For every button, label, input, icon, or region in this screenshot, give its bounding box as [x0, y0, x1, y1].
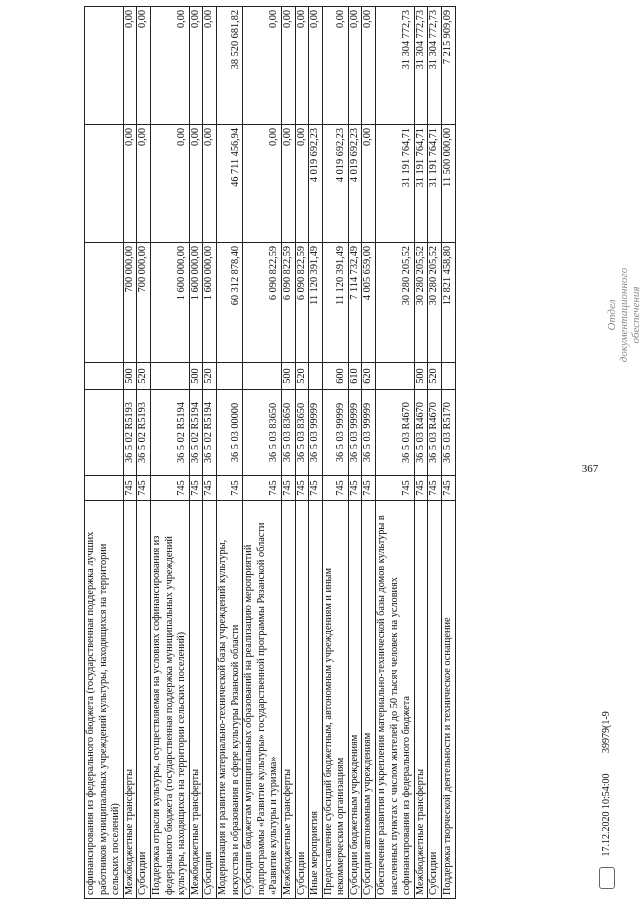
- row-target-article: 36 5 02 R5194: [150, 390, 189, 476]
- row-amount-2021: [85, 243, 124, 363]
- row-amount-2021: 11 120 391,49: [309, 243, 323, 363]
- row-amount-2021: 30 280 205,52: [428, 243, 442, 363]
- row-amount-2023: 0,00: [189, 7, 203, 125]
- row-name: софинансирования из федерального бюджета (государственная поддержка лучших работников муниципальных учреждений культуры, находящихся на территории сельских поселений): [85, 501, 124, 899]
- table-row: [348, 7, 362, 899]
- row-target-article: [85, 390, 124, 476]
- table-row: [362, 7, 376, 899]
- row-code: 745: [243, 476, 282, 501]
- row-name: Межбюджетные трансферты: [281, 501, 295, 899]
- row-code: 745: [150, 476, 189, 501]
- row-expense-type: 500: [123, 363, 137, 390]
- row-amount-2021: 11 120 391,49: [322, 243, 348, 363]
- row-amount-2021: 700 000,00: [137, 243, 151, 363]
- row-expense-type: [243, 363, 282, 390]
- row-expense-type: [85, 363, 124, 390]
- row-target-article: 36 5 03 R4670: [376, 390, 415, 476]
- row-name: Субсидии бюджетным учреждениям: [348, 501, 362, 899]
- row-name: Поддержка творческой деятельности и техническое оснащение: [442, 501, 456, 899]
- table-row: [281, 7, 295, 899]
- row-name: Модернизация и развитие материально-технической базы учреждений культуры, искусства и образования в сфере культуры Рязанской области: [216, 501, 242, 899]
- row-code: 745: [123, 476, 137, 501]
- table-row: [322, 7, 348, 899]
- row-amount-2022: 46 711 456,94: [216, 125, 242, 243]
- row-code: 745: [189, 476, 203, 501]
- row-amount-2022: 0,00: [295, 125, 309, 243]
- row-target-article: 36 5 02 R5193: [137, 390, 151, 476]
- row-target-article: 36 5 03 83650: [295, 390, 309, 476]
- department-stamp: [606, 260, 642, 370]
- row-expense-type: [150, 363, 189, 390]
- table-row: [428, 7, 442, 899]
- row-amount-2023: 0,00: [123, 7, 137, 125]
- table-row: [203, 7, 217, 899]
- row-amount-2021: 30 280 205,52: [376, 243, 415, 363]
- row-amount-2023: 0,00: [295, 7, 309, 125]
- row-amount-2023: 7 215 909,09: [442, 7, 456, 125]
- row-amount-2023: 0,00: [203, 7, 217, 125]
- table-row: [442, 7, 456, 899]
- row-target-article: 36 5 03 R4670: [428, 390, 442, 476]
- row-name: Субсидии: [137, 501, 151, 899]
- row-amount-2023: 0,00: [309, 7, 323, 125]
- table-row: [414, 7, 428, 899]
- row-amount-2023: 0,00: [362, 7, 376, 125]
- row-amount-2021: 6 090 822,59: [281, 243, 295, 363]
- row-amount-2023: 0,00: [348, 7, 362, 125]
- row-name: Межбюджетные трансферты: [414, 501, 428, 899]
- row-amount-2022: 0,00: [150, 125, 189, 243]
- footer-date: 17.12.2020 10:54:00: [601, 773, 613, 857]
- row-amount-2023: [85, 7, 124, 125]
- row-amount-2023: 0,00: [322, 7, 348, 125]
- row-amount-2022: 0,00: [281, 125, 295, 243]
- row-amount-2022: 31 191 764,71: [428, 125, 442, 243]
- row-expense-type: 500: [414, 363, 428, 390]
- row-amount-2021: 1 600 000,00: [189, 243, 203, 363]
- row-name: Субсидии автономным учреждениям: [362, 501, 376, 899]
- table-row: [189, 7, 203, 899]
- row-amount-2022: 4 019 692,23: [348, 125, 362, 243]
- row-amount-2022: 0,00: [123, 125, 137, 243]
- row-amount-2022: 4 019 692,23: [322, 125, 348, 243]
- row-code: 745: [376, 476, 415, 501]
- row-amount-2022: 31 191 764,71: [376, 125, 415, 243]
- row-amount-2021: 1 600 000,00: [203, 243, 217, 363]
- row-amount-2022: 11 500 000,00: [442, 125, 456, 243]
- row-code: 745: [348, 476, 362, 501]
- row-name: Субсидии: [428, 501, 442, 899]
- row-amount-2022: [85, 125, 124, 243]
- row-expense-type: [309, 363, 323, 390]
- row-expense-type: 600: [322, 363, 348, 390]
- row-expense-type: 500: [189, 363, 203, 390]
- row-target-article: 36 5 03 R5170: [442, 390, 456, 476]
- row-code: 745: [322, 476, 348, 501]
- table-row: [137, 7, 151, 899]
- row-target-article: 36 5 03 99999: [362, 390, 376, 476]
- table-row: [123, 7, 137, 899]
- table-row: [309, 7, 323, 899]
- row-amount-2021: 60 312 878,40: [216, 243, 242, 363]
- row-code: 745: [295, 476, 309, 501]
- row-name: Межбюджетные трансферты: [123, 501, 137, 899]
- row-name: Поддержка отрасли культуры, осуществляемая на условиях софинансирования из федерального бюджета (государственная поддержка муниципальных учреждений культуры, находящихся на территории сельских поселений): [150, 501, 189, 899]
- row-amount-2021: 6 090 822,59: [295, 243, 309, 363]
- row-expense-type: [216, 363, 242, 390]
- row-expense-type: 520: [295, 363, 309, 390]
- row-amount-2023: 31 304 772,73: [414, 7, 428, 125]
- row-expense-type: 610: [348, 363, 362, 390]
- footer-doc-id: 39979(1-9: [601, 711, 613, 753]
- row-target-article: 36 5 02 R5194: [203, 390, 217, 476]
- row-amount-2023: 0,00: [150, 7, 189, 125]
- row-target-article: 36 5 03 00000: [216, 390, 242, 476]
- table-row: [295, 7, 309, 899]
- page-number: 367: [581, 462, 599, 475]
- document-logo-icon: [599, 867, 615, 889]
- footer: [599, 693, 615, 889]
- row-code: 745: [309, 476, 323, 501]
- row-code: 745: [216, 476, 242, 501]
- table-row: [376, 7, 415, 899]
- stamp-line-2: обеспечения: [630, 286, 642, 344]
- row-amount-2023: 0,00: [243, 7, 282, 125]
- row-target-article: 36 5 03 99999: [348, 390, 362, 476]
- table-row: [216, 7, 242, 899]
- row-expense-type: 620: [362, 363, 376, 390]
- row-amount-2022: 0,00: [189, 125, 203, 243]
- row-amount-2023: 0,00: [137, 7, 151, 125]
- row-name: Субсидии: [295, 501, 309, 899]
- row-expense-type: 520: [137, 363, 151, 390]
- row-code: 745: [362, 476, 376, 501]
- table-row: [243, 7, 282, 899]
- row-amount-2021: 12 821 458,80: [442, 243, 456, 363]
- row-code: 745: [281, 476, 295, 501]
- row-amount-2023: 31 304 772,73: [428, 7, 442, 125]
- row-amount-2022: 0,00: [137, 125, 151, 243]
- row-target-article: 36 5 03 83650: [281, 390, 295, 476]
- row-amount-2022: 0,00: [362, 125, 376, 243]
- row-target-article: 36 5 02 R5193: [123, 390, 137, 476]
- row-amount-2021: 4 005 659,00: [362, 243, 376, 363]
- budget-table: [84, 6, 456, 899]
- row-target-article: 36 5 03 R4670: [414, 390, 428, 476]
- row-expense-type: [442, 363, 456, 390]
- row-amount-2022: 4 019 692,23: [309, 125, 323, 243]
- row-name: Предоставление субсидий бюджетным, автономным учреждениям и иным некоммерческим организациям: [322, 501, 348, 899]
- row-amount-2022: 0,00: [203, 125, 217, 243]
- row-target-article: 36 5 03 99999: [322, 390, 348, 476]
- row-amount-2021: 700 000,00: [123, 243, 137, 363]
- row-target-article: 36 5 03 99999: [309, 390, 323, 476]
- table-row: [150, 7, 189, 899]
- row-name: Иные мероприятия: [309, 501, 323, 899]
- row-amount-2021: 6 090 822,59: [243, 243, 282, 363]
- row-name: Субсидии: [203, 501, 217, 899]
- row-expense-type: 520: [428, 363, 442, 390]
- row-amount-2021: 30 280 205,52: [414, 243, 428, 363]
- row-code: 745: [414, 476, 428, 501]
- row-expense-type: 500: [281, 363, 295, 390]
- row-amount-2023: 31 304 772,73: [376, 7, 415, 125]
- row-code: 745: [137, 476, 151, 501]
- row-name: Обеспечение развития и укрепления материально-технической базы домов культуры в населенных пунктах с числом жителей до 50 тысяч человек на условиях софинансирования из федерального бюджета: [376, 501, 415, 899]
- row-amount-2021: 1 600 000,00: [150, 243, 189, 363]
- row-amount-2022: 31 191 764,71: [414, 125, 428, 243]
- row-code: 745: [203, 476, 217, 501]
- row-amount-2021: 7 114 732,49: [348, 243, 362, 363]
- table-row: [85, 7, 124, 899]
- row-expense-type: 520: [203, 363, 217, 390]
- row-name: Субсидии бюджетам муниципальных образований на реализацию мероприятий подпрограммы «Развитие культуры» государственной программы Рязанской области «Развитие культуры и туризма»: [243, 501, 282, 899]
- row-target-article: 36 5 02 R5194: [189, 390, 203, 476]
- row-amount-2023: 38 520 681,82: [216, 7, 242, 125]
- row-code: 745: [442, 476, 456, 501]
- row-amount-2022: 0,00: [243, 125, 282, 243]
- row-code: 745: [428, 476, 442, 501]
- row-code: [85, 476, 124, 501]
- row-name: Межбюджетные трансферты: [189, 501, 203, 899]
- row-target-article: 36 5 03 83650: [243, 390, 282, 476]
- stamp-line-1: Отдел документационного: [606, 267, 630, 363]
- row-expense-type: [376, 363, 415, 390]
- row-amount-2023: 0,00: [281, 7, 295, 125]
